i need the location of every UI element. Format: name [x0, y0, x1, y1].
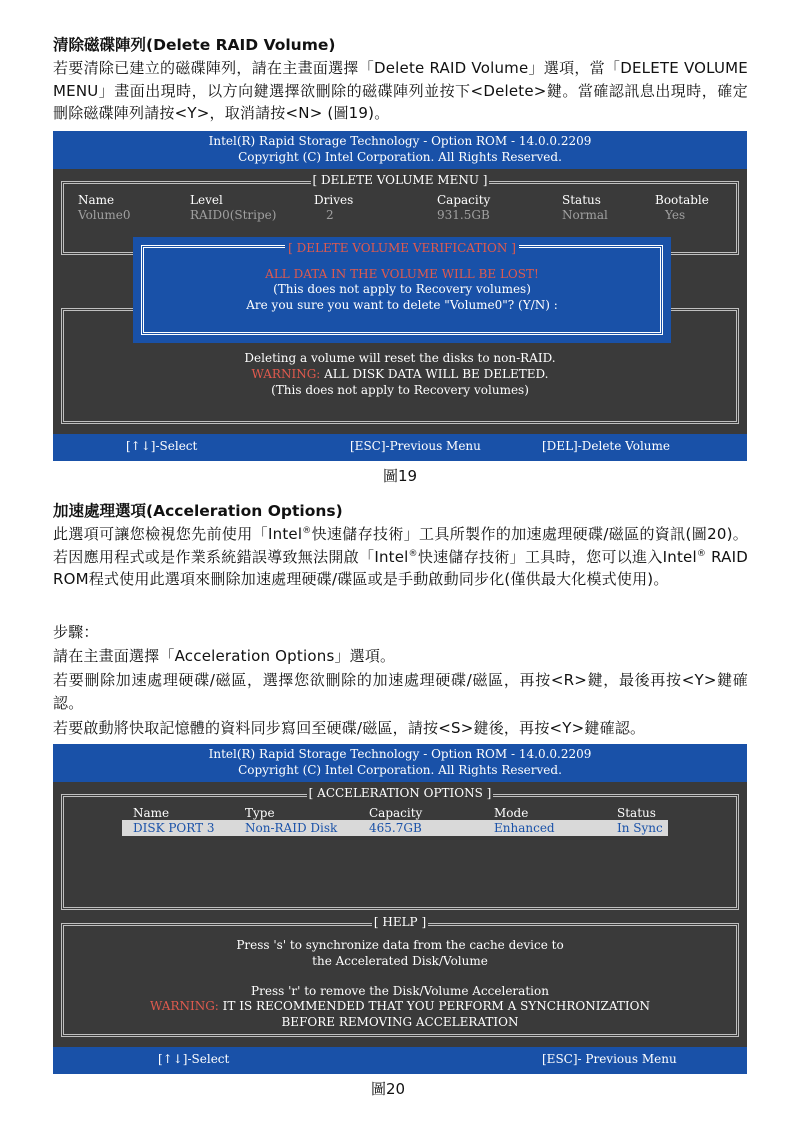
- help-title: [ HELP ]: [373, 915, 427, 929]
- column-header-status: Status: [617, 806, 656, 820]
- bios-header: [53, 744, 747, 782]
- bios-footer: [53, 434, 747, 461]
- column-header-capacity: Capacity: [437, 193, 491, 207]
- dialog-line-data-lost: ALL DATA IN THE VOLUME WILL BE LOST!: [265, 267, 539, 281]
- warning-label: WARNING:: [150, 999, 219, 1013]
- volume-row-status: Normal: [562, 208, 608, 222]
- help-line-sync-target: the Accelerated Disk/Volume: [312, 954, 488, 968]
- footer-select-hint: [↑↓]-Select: [126, 439, 198, 453]
- bios-header-title: Intel(R) Rapid Storage Technology - Option ROM - 14.0.0.2209: [208, 747, 592, 761]
- help-panel: [61, 915, 739, 1037]
- warning-text: IT IS RECOMMENDED THAT YOU PERFORM A SYNCHRONIZATION: [218, 999, 650, 1013]
- info-line-reset: Deleting a volume will reset the disks to non-RAID.: [244, 351, 556, 365]
- warning-label: WARNING:: [251, 367, 321, 381]
- disk-row-type: Non-RAID Disk: [245, 821, 338, 835]
- help-line-before-removing: BEFORE REMOVING ACCELERATION: [281, 1015, 519, 1029]
- figure-19-caption: 圖19: [382, 467, 418, 485]
- footer-esc-hint: [ESC]-Previous Menu: [350, 439, 481, 453]
- bios-header-copyright: Copyright (C) Intel Corporation. All Rights Reserved.: [238, 763, 562, 777]
- footer-select-hint: [↑↓]-Select: [158, 1052, 230, 1066]
- warning-text: ALL DISK DATA WILL BE DELETED.: [320, 367, 549, 381]
- figure-20-caption: 圖20: [370, 1080, 406, 1098]
- bios-header: [53, 131, 747, 169]
- footer-del-hint: [DEL]-Delete Volume: [542, 439, 671, 453]
- bios-header-copyright: Copyright (C) Intel Corporation. All Rights Reserved.: [238, 150, 562, 164]
- column-header-bootable: Bootable: [655, 193, 709, 207]
- bios-screen-acceleration-options: [53, 744, 747, 1074]
- help-line-sync: Press 's' to synchronize data from the cache device to: [236, 938, 564, 952]
- disk-row-status: In Sync: [617, 821, 663, 835]
- column-header-status: Status: [562, 193, 601, 207]
- volume-row-drives: 2: [326, 208, 334, 222]
- section-heading-delete-raid: 清除磁碟陣列(Delete RAID Volume): [53, 36, 336, 54]
- volume-row-level: RAID0(Stripe): [190, 208, 277, 222]
- verification-dialog: [133, 237, 671, 343]
- volume-row-bootable: Yes: [665, 208, 686, 222]
- info-line-warning: [64, 367, 736, 381]
- bios-header-title: Intel(R) Rapid Storage Technology - Option ROM - 14.0.0.2209: [208, 134, 592, 148]
- help-line-remove: Press 'r' to remove the Disk/Volume Acceleration: [251, 984, 549, 998]
- paragraph-delete-raid: 若要清除已建立的磁碟陣列，請在主畫面選擇「Delete RAID Volume」選項，當「DELETE VOLUME MENU」畫面出現時，以方向鍵選擇欲刪除的磁碟陣列並按下<Delete>鍵。當確認訊息出現時，確定刪除磁碟陣列請按<Y>，取消請按<N> (圖19)。: [53, 59, 748, 122]
- panel-title: [ ACCELERATION OPTIONS ]: [308, 786, 492, 800]
- step-3: 若要啟動將快取記憶體的資料同步寫回至硬碟/磁區，請按<S>鍵後，再按<Y>鍵確認。: [53, 719, 646, 737]
- column-header-name: Name: [133, 806, 170, 820]
- volume-row-capacity: 931.5GB: [437, 208, 490, 222]
- disk-row-mode: Enhanced: [494, 821, 555, 835]
- info-line-recovery: (This does not apply to Recovery volumes): [271, 383, 529, 397]
- panel-title: [ DELETE VOLUME MENU ]: [312, 173, 488, 187]
- dialog-confirm-prompt[interactable]: Are you sure you want to delete "Volume0"? (Y/N) :: [246, 298, 558, 312]
- column-header-type: Type: [245, 806, 275, 820]
- steps-label: 步驟：: [53, 623, 99, 641]
- column-header-name: Name: [78, 193, 115, 207]
- column-header-capacity: Capacity: [369, 806, 423, 820]
- disk-row-capacity: 465.7GB: [369, 821, 422, 835]
- paragraph-acceleration: 此選項可讓您檢視您先前使用「Intel®快速儲存技術」工具所製作的加速處理硬碟/磁區的資訊(圖20)。若因應用程式或是作業系統錯誤導致無法開啟「Intel®快速儲存技術」工具時，您可以進入Intel® RAID ROM程式使用此選項來刪除加速處理硬碟/碟區或是手動啟動同步化(僅供最大化模式使用)。: [53, 525, 748, 588]
- step-1: 請在主畫面選擇「Acceleration Options」選項。: [53, 647, 396, 665]
- section-heading-acceleration: 加速處理選項(Acceleration Options): [53, 502, 343, 520]
- footer-esc-hint: [ESC]- Previous Menu: [542, 1052, 677, 1066]
- help-line-warning: [64, 999, 736, 1013]
- column-header-drives: Drives: [314, 193, 354, 207]
- dialog-line-recovery: (This does not apply to Recovery volumes): [273, 282, 531, 296]
- column-header-level: Level: [190, 193, 223, 207]
- volume-row-name[interactable]: Volume0: [78, 208, 131, 222]
- column-header-mode: Mode: [494, 806, 529, 820]
- disk-row-name: DISK PORT 3: [133, 821, 215, 835]
- acceleration-options-panel: [61, 786, 739, 910]
- disk-row-selected[interactable]: [122, 820, 668, 836]
- bios-screen-delete-volume: [53, 131, 747, 461]
- dialog-title: [ DELETE VOLUME VERIFICATION ]: [285, 241, 519, 255]
- step-2: 若要刪除加速處理硬碟/磁區，選擇您欲刪除的加速處理硬碟/磁區，再按<R>鍵，最後再按<Y>鍵確認。: [53, 671, 748, 712]
- bios-footer: [53, 1047, 747, 1074]
